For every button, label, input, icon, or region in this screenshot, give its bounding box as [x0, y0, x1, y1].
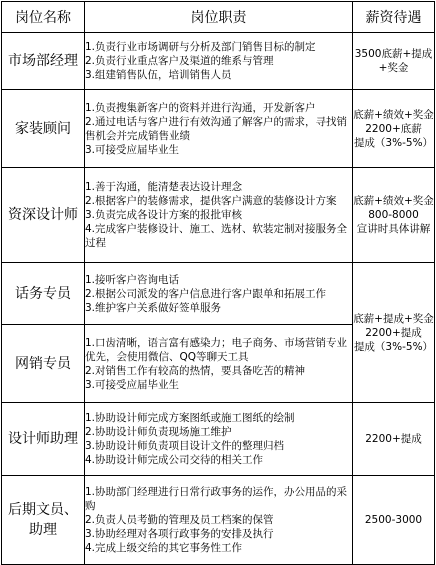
position-name: 话务专员: [2, 263, 85, 325]
salary-cell: [353, 33, 435, 90]
salary-text: 2200+提成: [365, 433, 422, 445]
duty-list: [85, 325, 353, 403]
duty-list: [85, 33, 353, 90]
duty-item: 1.协助部门经理进行日常行政事务的运作，办公用品的采购: [85, 486, 348, 512]
duty-list: [85, 476, 353, 565]
salary-text: 底薪+提成+奖金 2200+提成 提成（3%-5%）: [353, 312, 434, 353]
duty-item: 1.负责搜集新客户的资料并进行沟通，开发新客户: [85, 101, 316, 114]
salary-cell: [353, 476, 435, 565]
duty-list: [85, 90, 353, 168]
duty-item: 3.负责完成各设计方案的报批审核: [85, 209, 243, 221]
duty-list: [85, 403, 353, 476]
position-name: 网销专员: [2, 325, 85, 403]
duty-item: 3.协助经理对各项行政事务的安排及执行: [85, 528, 274, 540]
duty-item: 4.协助设计师完成公司交待的相关工作: [85, 454, 264, 466]
duty-item: 4.完成客户装修设计、施工、选材、软装定制对接服务全过程: [85, 223, 348, 249]
duty-item: 3.协助设计师负责项目设计文件的整理归档: [85, 440, 285, 452]
duty-item: 1.负责行业市场调研与分析及部门销售目标的制定: [85, 41, 316, 53]
salary-text: 3500底薪+提成+奖金: [354, 48, 433, 74]
salary-cell: [353, 90, 435, 168]
duty-item: 1.口齿清晰，语言富有感染力；电子商务、市场营销专业优先，会使用微信、QQ等聊天工具: [85, 336, 348, 363]
duty-item: 4.完成上级交给的其它事务性工作: [85, 542, 243, 554]
duty-item: 2.负责行业重点客户及渠道的维系与管理: [85, 55, 274, 67]
salary-cell: [353, 263, 435, 403]
position-name: 设计师助理: [2, 403, 85, 476]
duty-item: 3.组建销售队伍，培训销售人员: [85, 69, 232, 81]
duty-item: 2.通过电话与客户进行有效沟通了解客户的需求，寻找销售机会并完成销售业绩: [85, 115, 348, 142]
header-row: [2, 2, 435, 33]
duty-item: 2.负责人员考勤的管理及员工档案的保管: [85, 514, 274, 526]
salary-text: 2500-3000: [364, 514, 423, 526]
duty-item: 2.根据公司派发的客户信息进行客户跟单和拓展工作: [85, 287, 327, 300]
duty-item: 1.善于沟通，能清楚表达设计理念: [85, 181, 243, 193]
header-salary: 薪资待遇: [353, 2, 435, 33]
duty-item: 3.可接受应届毕业生: [85, 378, 180, 391]
salary-text: 底薪+绩效+奖金 800-8000 宣讲时具体讲解: [353, 195, 434, 235]
position-name: 资深设计师: [2, 168, 85, 263]
table-row: [2, 403, 435, 476]
position-name: 市场部经理: [2, 33, 85, 90]
duty-item: 3.可接受应届毕业生: [85, 143, 180, 156]
duty-list: [85, 263, 353, 325]
header-position: 岗位名称: [2, 2, 85, 33]
table-row: [2, 168, 435, 263]
salary-cell: [353, 403, 435, 476]
duty-list: [85, 168, 353, 263]
table-row: [2, 90, 435, 168]
duty-item: 2.根据客户的装修需求，提供客户满意的装修设计方案: [85, 195, 337, 207]
duty-item: 2.对销售工作有较高的热情，要具备吃苦的精神: [85, 364, 306, 377]
position-name: 后期文员、助理: [2, 476, 85, 565]
table-row: [2, 263, 435, 325]
header-duty: 岗位职责: [85, 2, 353, 33]
duty-item: 3.维护客户关系做好签单服务: [85, 301, 222, 314]
duty-item: 1.接听客户咨询电话: [85, 273, 180, 286]
salary-cell: [353, 168, 435, 263]
table-row: [2, 476, 435, 565]
duty-item: 2.协助设计师负责现场施工维护: [85, 426, 232, 438]
salary-text: 底薪+绩效+奖金 2200+底薪 提成（3%-5%）: [353, 108, 434, 149]
position-name: 家装顾问: [2, 90, 85, 168]
duty-item: 1.协助设计师完成方案图纸或施工图纸的绘制: [85, 412, 295, 424]
job-table: [1, 1, 435, 565]
table-row: [2, 33, 435, 90]
